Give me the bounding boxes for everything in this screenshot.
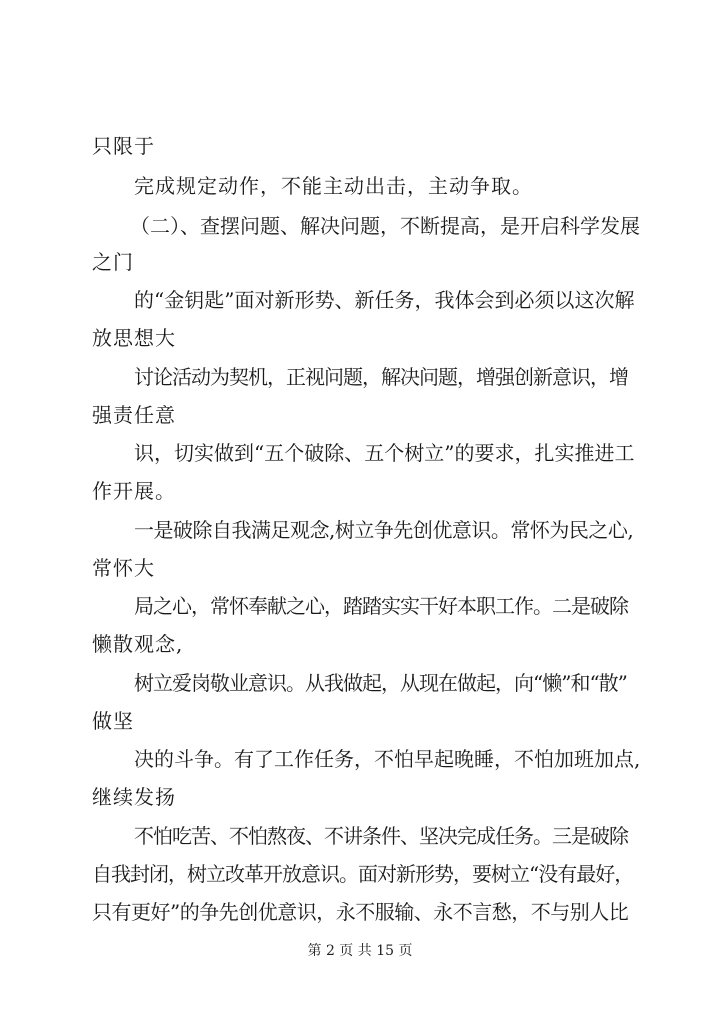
text-line: 之门 (92, 250, 134, 274)
text-line: 懒散观念, (92, 632, 184, 656)
text-line: 放思想大 (92, 326, 176, 350)
text-line: 完成规定动作，不能主动出击，主动争取。 (134, 174, 533, 198)
text-line: （二）、查摆问题、解决问题，不断提高，是开启科学发展 (130, 214, 640, 238)
text-line: 强责任意 (92, 403, 176, 427)
page-number-footer: 第 2 页 共 15 页 (307, 943, 413, 959)
text-line: 不怕吃苦、不怕熬夜、不讲条件、坚决完成任务。三是破除 (134, 824, 628, 848)
text-line: 一是破除自我满足观念,树立争先创优意识。常怀为民之心, (134, 518, 634, 542)
text-line: 自我封闭，树立改革开放意识。面对新形势，要树立“没有最好， (92, 862, 634, 886)
text-line: 作开展。 (92, 479, 176, 503)
text-line: 讨论活动为契机，正视问题，解决问题，增强创新意识，增 (134, 365, 628, 389)
text-line: 树立爱岗敬业意识。从我做起，从现在做起，向“懒”和“散” (134, 671, 627, 695)
text-line: 做坚 (92, 709, 134, 733)
text-line: 常怀大 (92, 556, 155, 580)
text-line: 决的斗争。有了工作任务，不怕早起晚睡，不怕加班加点, (134, 747, 641, 771)
text-line: 的“金钥匙”面对新形势、新任务，我体会到必须以这次解 (134, 288, 635, 312)
text-line: 识，切实做到“五个破除、五个树立”的要求，扎实推进工 (134, 441, 635, 465)
text-line: 只有更好”的争先创优意识，永不服输、永不言愁，不与别人比 (92, 900, 629, 924)
text-line: 局之心，常怀奉献之心，踏踏实实干好本职工作。二是破除 (134, 594, 628, 618)
text-line: 只限于 (92, 134, 155, 158)
text-line: 继续发扬 (92, 785, 176, 809)
